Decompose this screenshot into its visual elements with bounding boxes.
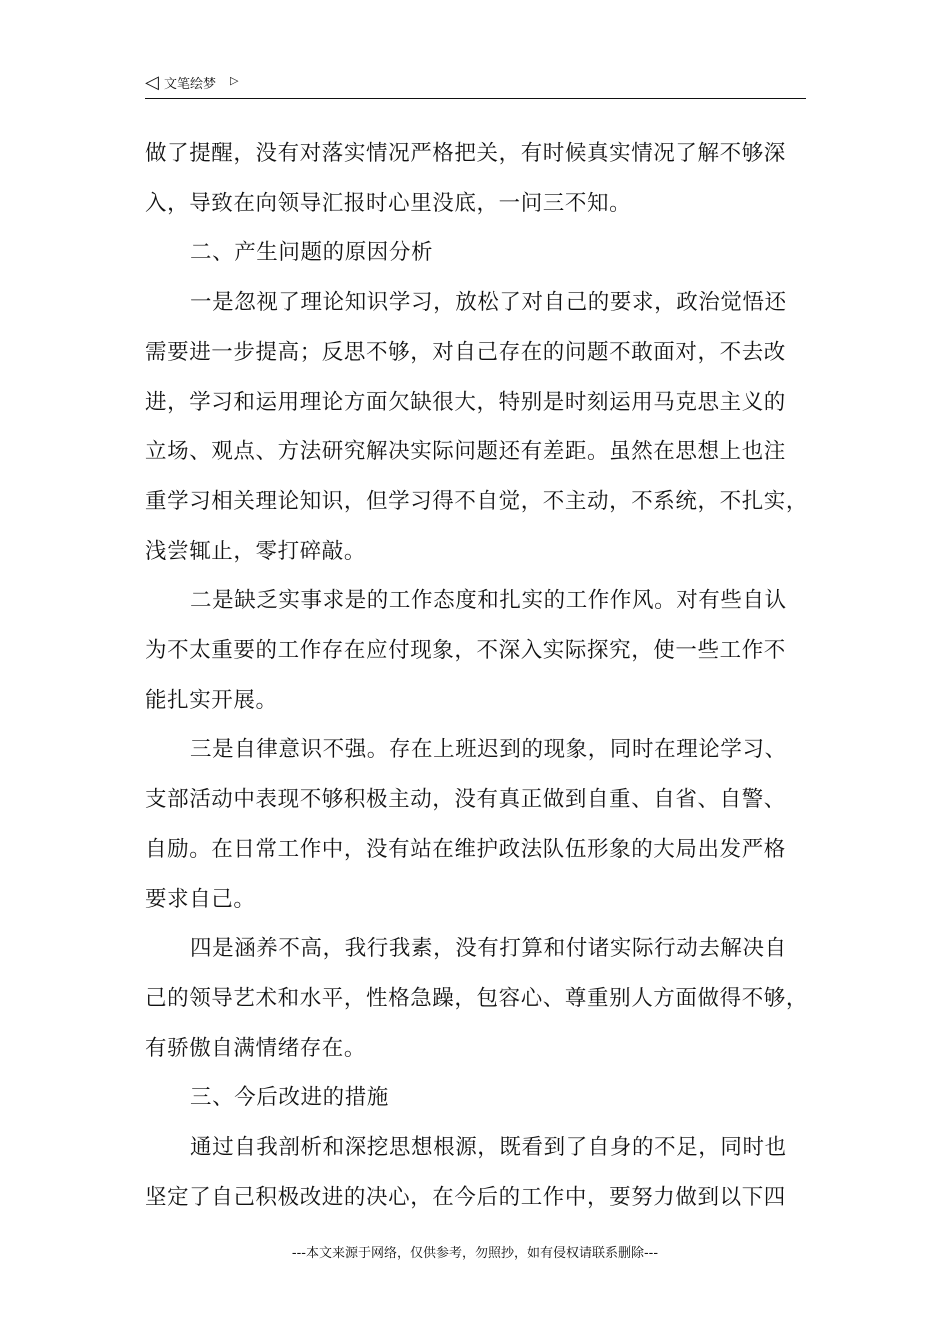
page-header (145, 72, 806, 99)
text-line: 立场、观点、方法研究解决实际问题还有差距。虽然在思想上也注 (145, 439, 786, 465)
text-line: 支部活动中表现不够积极主动，没有真正做到自重、自省、自警、 (145, 787, 786, 813)
text-line: 要求自己。 (145, 886, 256, 912)
text-line: 做了提醒，没有对落实情况严格把关，有时候真实情况了解不够深 (145, 141, 786, 166)
text-line: 己的领导艺术和水平，性格急躁，包容心、尊重别人方面做得不够， (145, 985, 809, 1011)
text-line: 二是缺乏实事求是的工作态度和扎实的工作作风。对有些自认 (190, 588, 787, 614)
triangle-left-icon: ◁ (145, 72, 159, 93)
text-line: 进，学习和运用理论方面欠缺很大，特别是时刻运用马克思主义的 (145, 389, 786, 415)
section-heading: 二、产生问题的原因分析 (190, 240, 434, 266)
section-heading: 三、今后改进的措施 (190, 1085, 389, 1111)
triangle-right-icon: ▷ (230, 74, 239, 87)
text-line: 四是涵养不高，我行我素，没有打算和付诸实际行动去解决自 (190, 936, 787, 962)
text-line: 坚定了自己积极改进的决心，在今后的工作中，要努力做到以下四 (145, 1184, 786, 1210)
text-line: 一是忽视了理论知识学习，放松了对自己的要求，政治觉悟还 (190, 290, 787, 316)
text-line: 需要进一步提高；反思不够，对自己存在的问题不敢面对，不去改 (145, 339, 786, 365)
document-body (145, 129, 809, 1222)
text-line: 三是自律意识不强。存在上班迟到的现象，同时在理论学习、 (190, 737, 787, 763)
text-line: 能扎实开展。 (145, 687, 278, 713)
header-title: 文笔绘梦 (164, 77, 217, 92)
text-line: 通过自我剖析和深挖思想根源，既看到了自身的不足，同时也 (190, 1135, 787, 1161)
text-line: 自励。在日常工作中，没有站在维护政法队伍形象的大局出发严格 (145, 836, 786, 862)
text-line: 为不太重要的工作存在应付现象，不深入实际探究，使一些工作不 (145, 638, 786, 664)
page-footer: ---本文来源于网络，仅供参考，勿照抄，如有侵权请联系删除--- (291, 1246, 659, 1261)
text-line: 入，导致在向领导汇报时心里没底，一问三不知。 (145, 190, 632, 216)
text-line: 有骄傲自满情绪存在。 (145, 1035, 367, 1061)
text-line: 重学习相关理论知识，但学习得不自觉，不主动，不系统，不扎实， (145, 488, 809, 514)
text-line: 浅尝辄止，零打碎敲。 (145, 538, 367, 564)
